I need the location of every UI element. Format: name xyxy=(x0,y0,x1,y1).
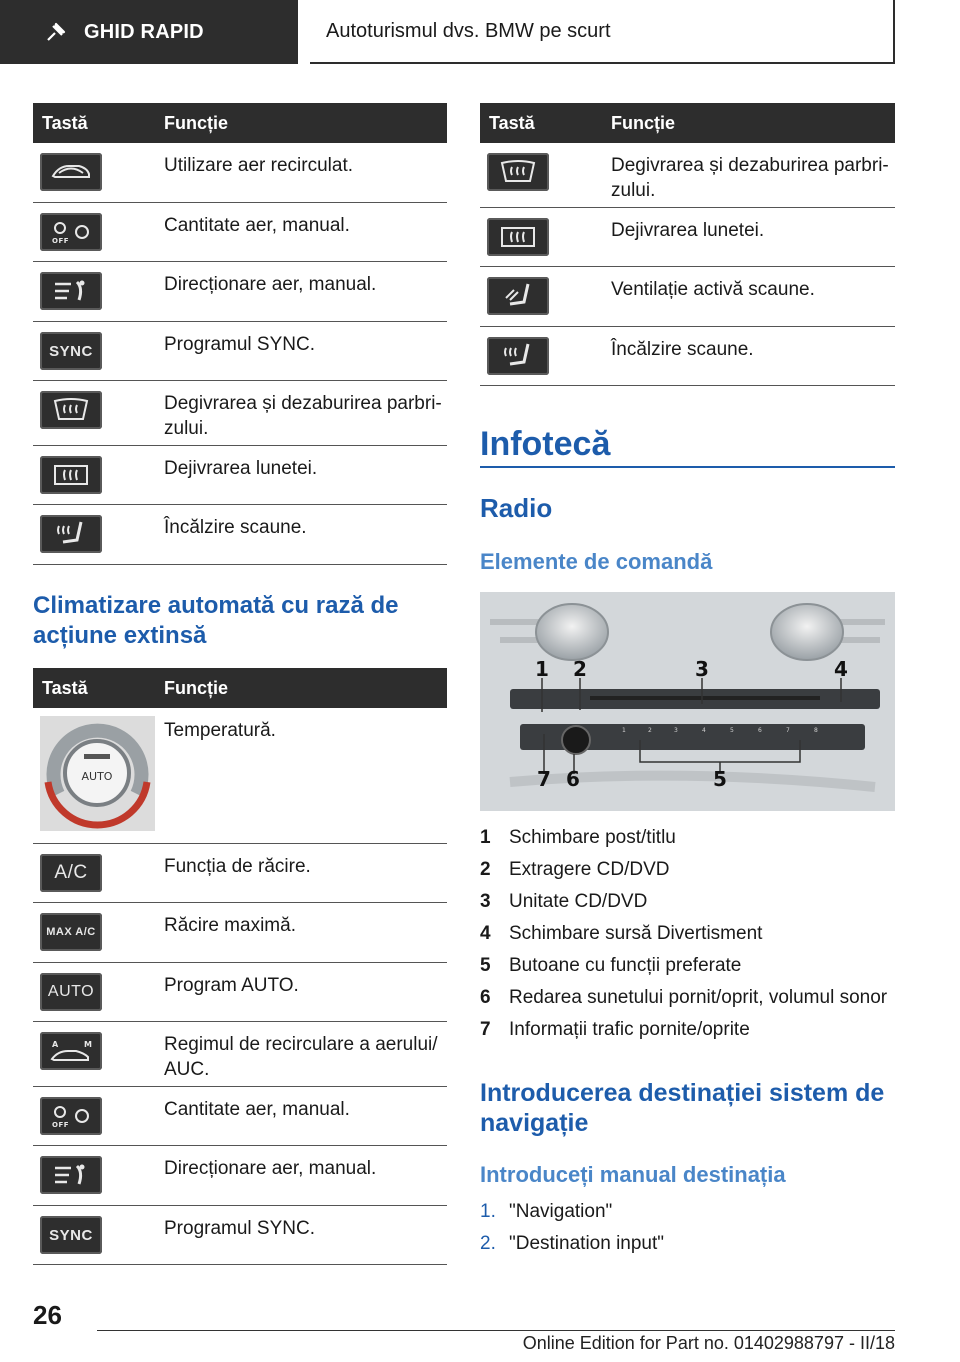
list-item xyxy=(480,918,900,950)
table-row xyxy=(33,844,447,903)
controls-table-manual xyxy=(33,103,447,565)
table-row xyxy=(33,262,447,322)
footer-rule xyxy=(97,1330,895,1331)
table-row xyxy=(480,143,895,208)
air-direction-icon xyxy=(40,272,102,310)
windshield-defrost-icon xyxy=(40,391,102,429)
section-title-climate: Climatizare automată cu rază de acțiune extinsă xyxy=(33,592,399,649)
column-header-key: Tastă xyxy=(42,677,88,698)
subsection-title-radio: Radio xyxy=(480,493,553,523)
table-row xyxy=(480,327,895,386)
svg-text:4: 4 xyxy=(702,727,706,734)
function-text: Încălzire scaune. xyxy=(611,339,754,360)
legend-text: Schimbare sursă Divertisment xyxy=(509,923,763,944)
svg-text:A: A xyxy=(52,1040,59,1049)
function-text: Program AUTO. xyxy=(164,975,299,996)
list-item xyxy=(480,854,900,886)
list-item xyxy=(480,1228,900,1260)
table-row xyxy=(33,1022,447,1087)
legend-number: 4 xyxy=(480,923,491,944)
controls-table-automatic xyxy=(33,668,447,1265)
step-text: "Destination input" xyxy=(509,1233,665,1254)
list-item xyxy=(480,822,900,854)
pin-icon xyxy=(44,20,68,44)
legend-number: 3 xyxy=(480,891,491,912)
table-row xyxy=(33,203,447,262)
legend-text: Butoane cu funcții preferate xyxy=(509,955,742,976)
function-text: Direcționare aer, manual. xyxy=(164,274,377,295)
svg-text:OFF: OFF xyxy=(52,1121,70,1129)
table-row xyxy=(33,1087,447,1146)
function-text: Direcționare aer, manual. xyxy=(164,1158,377,1179)
function-text: Degivrarea și dezaburirea parbri-zului. xyxy=(164,393,442,439)
controls-table-right xyxy=(480,103,895,386)
legend-text: Extragere CD/DVD xyxy=(509,859,670,880)
function-text: Utilizare aer recirculat. xyxy=(164,155,353,176)
svg-text:8: 8 xyxy=(814,727,818,734)
windshield-defrost-icon xyxy=(487,153,549,191)
svg-text:5: 5 xyxy=(730,727,734,734)
list-item xyxy=(480,982,900,1014)
table-row xyxy=(33,143,447,203)
header-chapter xyxy=(310,0,895,64)
legend-text: Redarea sunetului pornit/oprit, volumul sonor xyxy=(509,987,888,1008)
list-item xyxy=(480,1196,900,1228)
svg-text:7: 7 xyxy=(786,727,790,734)
header-section-tab xyxy=(0,0,298,64)
rear-defrost-icon xyxy=(487,218,549,256)
column-header-function: Funcție xyxy=(164,112,229,133)
svg-text:6: 6 xyxy=(758,727,762,734)
rear-defrost-icon xyxy=(40,456,102,494)
seat-ventilation-icon xyxy=(487,277,549,315)
column-header-key: Tastă xyxy=(42,112,88,133)
function-text: Încălzire scaune. xyxy=(164,517,307,538)
photo-callout: 5 xyxy=(713,767,727,791)
auc-recirculation-icon xyxy=(40,1032,102,1070)
function-text: Cantitate aer, manual. xyxy=(164,1099,350,1120)
max-ac-key: MAX A/C xyxy=(40,913,102,951)
subsection-title-navigation: Introducerea destinației sistem de navigație xyxy=(480,1079,885,1137)
table-row xyxy=(480,267,895,327)
table-row xyxy=(33,708,447,844)
seat-heating-icon xyxy=(40,515,102,553)
table-row xyxy=(480,208,895,267)
air-direction-icon xyxy=(40,1156,102,1194)
legend-text: Schimbare post/titlu xyxy=(509,827,676,848)
legend-number: 1 xyxy=(480,827,491,848)
photo-callout: 1 xyxy=(535,657,549,681)
sync-key: SYNC xyxy=(40,332,102,370)
legend-text: Informații trafic pornite/oprite xyxy=(509,1019,750,1040)
photo-callout: 3 xyxy=(695,657,709,681)
legend-number: 2 xyxy=(480,859,491,880)
recirculation-icon xyxy=(40,153,102,191)
svg-text:OFF: OFF xyxy=(52,237,70,245)
function-text: Temperatură. xyxy=(164,720,276,741)
navigation-steps-list xyxy=(480,1196,900,1260)
legend-number: 5 xyxy=(480,955,491,976)
function-text: Programul SYNC. xyxy=(164,334,315,355)
table-row xyxy=(33,505,447,565)
table-header xyxy=(33,668,447,708)
function-text: Cantitate aer, manual. xyxy=(164,215,350,236)
knob-label: AUTO xyxy=(81,770,113,783)
svg-text:M: M xyxy=(84,1040,93,1049)
table-row xyxy=(33,1146,447,1206)
ac-key: A/C xyxy=(40,854,102,892)
column-header-function: Funcție xyxy=(611,112,676,133)
page-number: 26 xyxy=(33,1300,62,1330)
column-header-function: Funcție xyxy=(164,677,229,698)
photo-callout: 4 xyxy=(834,657,848,681)
function-text: Dejivrarea lunetei. xyxy=(611,220,765,241)
radio-control-panel-image xyxy=(480,592,895,811)
table-row xyxy=(33,963,447,1022)
function-text: Programul SYNC. xyxy=(164,1218,315,1239)
footer-edition: Online Edition for Part no. 01402988797 - II/18 xyxy=(522,1333,895,1353)
list-item xyxy=(480,950,900,982)
table-header xyxy=(480,103,895,143)
step-text: "Navigation" xyxy=(509,1201,613,1222)
svg-text:1: 1 xyxy=(622,727,626,734)
function-text: Dejivrarea lunetei. xyxy=(164,458,318,479)
header-section-label: GHID RAPID xyxy=(84,20,204,43)
photo-callout: 6 xyxy=(566,767,580,791)
subsection-title-controls: Elemente de comandă xyxy=(480,549,713,574)
seat-heating-icon xyxy=(487,337,549,375)
function-text: Funcția de răcire. xyxy=(164,856,311,877)
svg-text:3: 3 xyxy=(674,727,678,734)
table-row xyxy=(33,903,447,963)
photo-callout: 7 xyxy=(537,767,551,791)
table-row xyxy=(33,381,447,446)
table-header xyxy=(33,103,447,143)
column-header-key: Tastă xyxy=(489,112,535,133)
sync-key: SYNC xyxy=(40,1216,102,1254)
function-text: Răcire maximă. xyxy=(164,915,296,936)
table-row xyxy=(33,1206,447,1265)
auto-key: AUTO xyxy=(40,973,102,1011)
table-row xyxy=(33,446,447,505)
photo-callout: 2 xyxy=(573,657,587,681)
temperature-knob-icon xyxy=(40,716,155,831)
radio-legend-list xyxy=(480,822,900,1046)
subsection-title-manual-destination: Introduceți manual destinația xyxy=(480,1162,786,1187)
table-row xyxy=(33,322,447,381)
function-text: Regimul de recirculare a aerului/ AUC. xyxy=(164,1034,438,1080)
step-number: 2. xyxy=(480,1233,496,1254)
legend-number: 7 xyxy=(480,1019,491,1040)
step-number: 1. xyxy=(480,1201,496,1222)
legend-number: 6 xyxy=(480,987,491,1008)
header-chapter-label: Autoturismul dvs. BMW pe scurt xyxy=(326,19,611,42)
function-text: Degivrarea și dezaburirea parbri-zului. xyxy=(611,155,889,201)
list-item xyxy=(480,886,900,918)
fan-speed-icon xyxy=(40,1097,102,1135)
fan-speed-icon xyxy=(40,213,102,251)
section-title-infoteca: Infotecă xyxy=(480,425,611,463)
list-item xyxy=(480,1014,900,1046)
legend-text: Unitate CD/DVD xyxy=(509,891,648,912)
function-text: Ventilație activă scaune. xyxy=(611,279,815,300)
section-rule xyxy=(480,466,895,468)
svg-text:2: 2 xyxy=(648,727,652,734)
